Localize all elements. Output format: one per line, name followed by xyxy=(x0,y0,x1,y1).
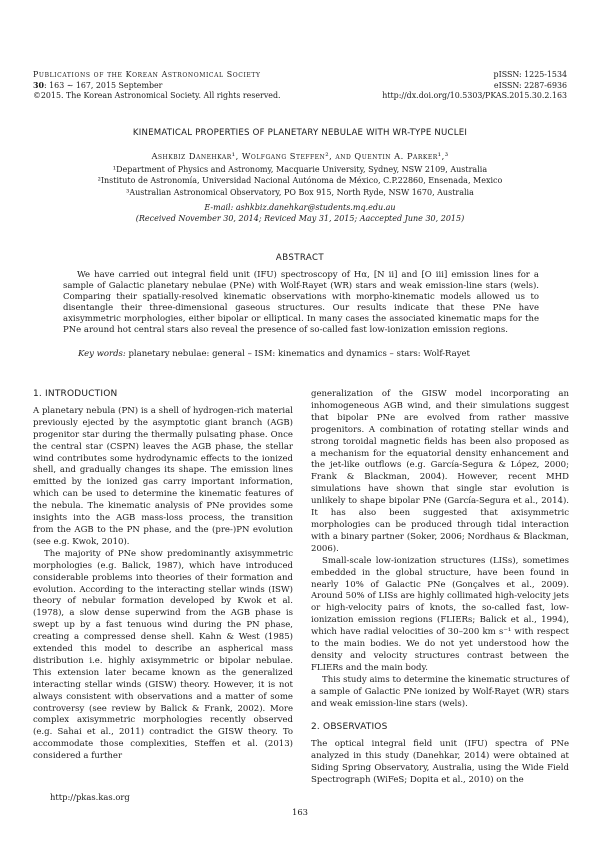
section-heading-introduction: 1. INTRODUCTION xyxy=(33,389,118,399)
affiliation-3: ³Australian Astronomical Observatory, PO Box 915, North Ryde, NSW 1670, Australia xyxy=(126,187,474,197)
abstract-heading: ABSTRACT xyxy=(275,253,325,263)
keywords-text: planetary nebulae: general – ISM: kinematics and dynamics – stars: Wolf-Rayet xyxy=(128,349,470,359)
journal-name: Publications of the Korean Astronomical Society xyxy=(33,70,261,79)
issn-header xyxy=(382,70,567,102)
volume-info xyxy=(33,81,281,92)
copyright: ©2015. The Korean Astronomical Society. All rights reserved. xyxy=(33,91,281,101)
journal-header xyxy=(33,70,281,102)
footer-url[interactable]: http://pkas.kas.org xyxy=(50,792,130,802)
eissn: eISSN: 2287-6936 xyxy=(493,80,567,90)
intro-paragraph-1: A planetary nebula (PN) is a shell of hydrogen-rich material previously ejected by the asymptotic giant branch (AGB) progenitor star during the thermally pulsating phase. Once the central star (CSPN) leaves the AGB phase, the stellar wind contributes some hydrodynamic effects to the ionized shell, and gradually changes its shape. The emission lines emitted by the ionized gas carry important information, which can be used to determine the kinematic features of the nebula. The kinematic analysis of PNe provides some insights into the AGB mass-loss process, the transition from the AGB to the PN phase, and the (pre-)PN evolution (see e.g. Kwok, 2010). xyxy=(33,405,293,547)
paper-title: KINEMATICAL PROPERTIES OF PLANETARY NEBULAE WITH WR-TYPE NUCLEI xyxy=(132,128,468,138)
affiliations xyxy=(0,164,600,198)
pissn: pISSN: 1225-1534 xyxy=(493,70,567,79)
pages-date: : 163 ∼ 167, 2015 September xyxy=(43,80,163,90)
doi-link[interactable]: http://dx.doi.org/10.5303/PKAS.2015.30.2.163 xyxy=(382,91,567,101)
section-heading-observations: 2. OBSERVATIOS xyxy=(311,722,388,733)
affiliation-1: ¹Department of Physics and Astronomy, Macquarie University, Sydney, NSW 2109, Australia xyxy=(112,165,488,174)
right-column xyxy=(311,389,569,787)
received-dates: (Received November 30, 2014; Reviced May 31, 2015; Aaccepted June 30, 2015) xyxy=(135,214,465,223)
intro-paragraph-5: This study aims to determine the kinematic structures of a sample of Galactic PNe ionized by Wolf-Rayet (WR) stars and weak emission-line stars (wels). xyxy=(311,674,569,709)
intro-paragraph-2: The majority of PNe show predominantly axisymmetric morphologies (e.g. Balick, 1987), which have introduced considerable problems into theories of their formation and evolution. According to the interacting stellar winds (ISW) theory of nebular formation developed by Kwok et al. (1978), a slow dense superwind from the AGB phase is swept up by a fast tenuous wind during the PN phase, creating a compressed dense shell. Kahn & West (1985) extended this model to describe an aspherical mass distribution i.e. highly axisymmetric or bipolar nebulae. This extension later became known as the generalized interacting stellar winds (GISW) theory. However, it is not always consistent with observations and a matter of some controversy (see review by Balick & Frank, 2002). More complex axisymmetric morphologies recently observed (e.g. Sahai et al., 2011) contradict the GISW theory. To accommodate those complexities, Steffen et al. (2013) considered a further xyxy=(33,548,293,762)
contact-block xyxy=(0,202,600,224)
keywords xyxy=(78,349,538,360)
affiliation-2: ²Instituto de Astronomía, Universidad Nacional Autónoma de México, C.P.22860, Ensenada, Mexico xyxy=(97,176,503,186)
abstract-text: We have carried out integral field unit (IFU) spectroscopy of Hα, [N ii] and [O iii] emission lines for a sample of Galactic planetary nebulae (PNe) with Wolf-Rayet (WR) stars and weak emission-line stars (wels). Comparing their spatially-resolved kinematic observations with morpho-kinematic models allowed us to disentangle their three-dimensional gaseous structures. Our results indicate that these PNe have axisymmetric morphologies, either bipolar or elliptical. In many cases the associated kinematic maps for the PNe around hot central stars also reveal the presence of so-called fast low-ionization emission regions. xyxy=(63,270,539,336)
intro-paragraph-3: generalization of the GISW model incorporating an inhomogeneous AGB wind, and their simulations suggest that bipolar PNe are evolved from rather massive progenitors. A combination of rotating stellar winds and strong toroidal magnetic fields has been also proposed as a mechanism for the equatorial density enhancement and the jet-like outflows (e.g. García-Segura & López, 2000; Frank & Blackman, 2004). However, recent MHD simulations have shown that single star evolution is unlikely to shape bipolar PNe (García-Segura et al., 2014). It has also been suggested that axisymmetric morphologies can be produced through tidal interaction with a binary partner (Soker, 2006; Nordhaus & Blackman, 2006). xyxy=(311,389,569,554)
observations-paragraph-1: The optical integral field unit (IFU) spectra of PNe analyzed in this study (Danehkar, 2014) were obtained at Siding Spring Observatory, Australia, using the Wide Field Spectrograph (WiFeS; Dopita et al., 2010) on the xyxy=(311,739,569,786)
intro-paragraph-4: Small-scale low-ionization structures (LISs), sometimes embedded in the global structure, have been found in nearly 10% of Galactic PNe (Gonçalves et al., 2009). Around 50% of LISs are highly collimated high-velocity jets or high-velocity pairs of knots, the so-called fast, low-ionization emission regions (FLIERs; Balick et al., 1994), which have radial velocities of 30–200 km s⁻¹ with respect to the main bodies. We do not yet understood how the density and velocity structures contrast between the FLIERs and the main body. xyxy=(311,555,569,673)
keywords-label: Key words: xyxy=(78,349,126,359)
author-email[interactable]: E-mail: ashkbiz.danehkar@students.mq.edu.au xyxy=(204,203,396,212)
left-column xyxy=(33,389,293,763)
page-number: 163 xyxy=(292,807,308,817)
volume-number: 30 xyxy=(33,80,44,90)
author-list: Ashkbiz Danehkar¹, Wolfgang Steffen², and Quentin A. Parker¹,³ xyxy=(151,151,449,161)
